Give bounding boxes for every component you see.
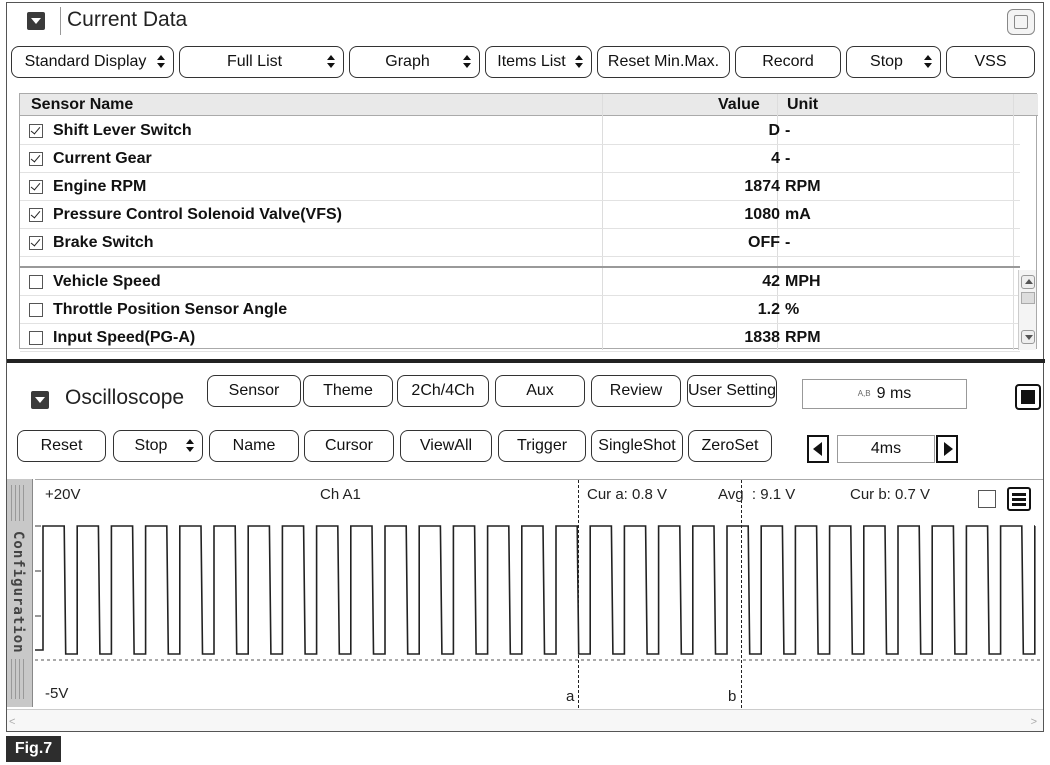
sensor-unit: MPH [785,273,821,290]
sensor-value: 42 [762,273,780,290]
time-readout-value: 9 ms [876,385,912,402]
standard-display-label: Standard Display [24,53,147,70]
panel-divider[interactable] [7,359,1045,363]
ab-icon: A,B [857,389,871,398]
table-row[interactable] [20,145,1020,173]
cursor-button[interactable] [304,430,394,462]
scope-menu-icon[interactable] [1007,487,1031,511]
col-sensor-name: Sensor Name [31,96,134,113]
stop-button[interactable] [113,430,203,462]
singleshot-label: SingleShot [598,437,676,454]
zeroset-label: ZeroSet [701,437,759,454]
table-scrollbar[interactable] [1018,270,1036,350]
channel-label: Ch A1 [320,486,361,503]
reset-label: Reset [40,437,83,454]
timebase-decrease-icon[interactable] [807,435,829,463]
graph-button[interactable] [349,46,480,78]
current-data-title: Current Data [67,8,188,31]
sensor-name: Shift Lever Switch [53,122,192,139]
col-value: Value [718,96,760,113]
viewall-label: ViewAll [419,437,473,454]
row-checkbox[interactable] [29,275,43,289]
time-readout [802,379,967,409]
group-separator [20,266,1020,268]
cursor-label: Cursor [324,437,373,454]
figure-label: Fig.7 [6,736,61,762]
sensor-name: Pressure Control Solenoid Valve(VFS) [53,206,342,223]
items-list-label: Items List [497,53,566,70]
sensor-value: OFF [748,234,780,251]
oscilloscope-title: Oscilloscope [65,386,185,409]
waveform-trace [35,526,1035,654]
sensor-value: 1.2 [757,301,780,318]
stop-label: Stop [870,53,903,70]
sensor-name: Current Gear [53,150,152,167]
cursor-a-marker: a [566,688,575,705]
scroll-left-icon[interactable]: < [9,716,16,728]
scroll-thumb[interactable] [1021,292,1035,304]
singleshot-button[interactable] [591,430,683,462]
items-list-button[interactable] [485,46,592,78]
row-checkbox[interactable] [29,124,43,138]
theme-label: Theme [323,382,373,399]
reset-min-max-button[interactable] [597,46,730,78]
select-arrows-icon [575,55,583,69]
table-header [20,94,1038,116]
table-row[interactable] [20,117,1020,145]
select-arrows-icon [463,55,471,69]
name-label: Name [232,437,276,454]
full-list-button[interactable] [179,46,344,78]
bottom-voltage-label: -5V [45,685,69,702]
select-arrows-icon [157,55,165,69]
sensor-value: 1080 [744,206,780,223]
trigger-button[interactable] [498,430,586,462]
select-arrows-icon [327,55,335,69]
table-row[interactable] [20,324,1020,352]
viewall-button[interactable] [400,430,492,462]
select-arrows-icon [186,439,194,453]
theme-button[interactable] [303,375,393,407]
review-label: Review [609,382,663,399]
scroll-down-icon[interactable] [1021,330,1035,344]
timebase-value: 4ms [837,435,935,463]
table-row[interactable] [20,296,1020,324]
sensor-unit: - [785,150,791,167]
standard-display-button[interactable] [11,46,174,78]
timebase-increase-icon[interactable] [936,435,958,463]
maximize-icon[interactable] [1007,9,1035,35]
title-separator [60,7,61,35]
sensor-name: Brake Switch [53,234,154,251]
table-row[interactable] [20,229,1020,257]
user-setting-button[interactable] [687,375,777,407]
cursor-a-line[interactable] [578,480,579,708]
scroll-right-icon[interactable]: > [1030,716,1037,728]
2ch-4ch-button[interactable] [397,375,489,407]
top-voltage-label: +20V [45,486,81,503]
user-setting-label: User Setting [687,382,777,399]
sensor-value: 4 [771,150,780,167]
cursor-b-marker: b [728,688,737,705]
sensor-unit: mA [785,206,811,223]
stop-button[interactable] [846,46,941,78]
scope-display[interactable] [35,479,1043,707]
cursor-b-readout: Cur b: 0.7 V [850,486,931,503]
sensor-name: Vehicle Speed [53,273,161,290]
col-unit: Unit [787,96,819,113]
collapse-oscilloscope-icon[interactable] [31,391,49,409]
sensor-unit: - [785,122,791,139]
reset-button[interactable] [17,430,106,462]
2ch-4ch-label: 2Ch/4Ch [411,382,475,399]
name-button[interactable] [209,430,299,462]
table-row[interactable] [20,201,1020,229]
graph-label: Graph [385,53,430,70]
collapse-current-data-icon[interactable] [27,12,45,30]
trigger-label: Trigger [516,437,568,454]
vss-button[interactable] [946,46,1035,78]
record-label: Record [762,53,814,70]
sensor-unit: RPM [785,329,821,346]
sensor-name: Throttle Position Sensor Angle [53,301,288,318]
horizontal-scrollbar[interactable] [7,709,1043,731]
sensor-unit: RPM [785,178,821,195]
sensor-unit: % [785,301,800,318]
row-checkbox[interactable] [29,303,43,317]
sensor-table [19,93,1037,349]
record-button[interactable] [735,46,841,78]
aux-label: Aux [526,382,554,399]
average-readout: Avg : 9.1 V [718,486,796,503]
row-checkbox[interactable] [29,180,43,194]
sensor-button[interactable] [207,375,301,407]
sensor-name: Engine RPM [53,178,147,195]
sensor-value: 1874 [744,178,780,195]
row-checkbox[interactable] [29,236,43,250]
sensor-name: Input Speed(PG-A) [53,329,196,346]
sensor-label: Sensor [228,382,280,399]
stop-square-icon[interactable] [1015,384,1041,410]
review-button[interactable] [591,375,681,407]
app-window [6,2,1044,732]
table-row[interactable] [20,173,1020,201]
configuration-tab[interactable] [7,479,33,707]
waveform-plot [35,480,1043,708]
vss-label: VSS [974,53,1007,70]
aux-button[interactable] [495,375,585,407]
stop-label: Stop [134,437,168,454]
sensor-value: 1838 [744,329,780,346]
cursor-b-line[interactable] [741,480,742,708]
reset-min-max-label: Reset Min.Max. [607,53,720,70]
scope-checkbox[interactable] [978,490,996,508]
configuration-label: Configuration [10,531,26,654]
row-checkbox[interactable] [29,152,43,166]
table-row[interactable] [20,268,1020,296]
sensor-value: D [768,122,780,139]
cursor-a-readout: Cur a: 0.8 V [587,486,668,503]
scroll-up-icon[interactable] [1021,275,1035,289]
full-list-label: Full List [226,53,283,70]
row-checkbox[interactable] [29,331,43,345]
select-arrows-icon [924,55,932,69]
sensor-unit: - [785,234,791,251]
zeroset-button[interactable] [688,430,772,462]
row-checkbox[interactable] [29,208,43,222]
